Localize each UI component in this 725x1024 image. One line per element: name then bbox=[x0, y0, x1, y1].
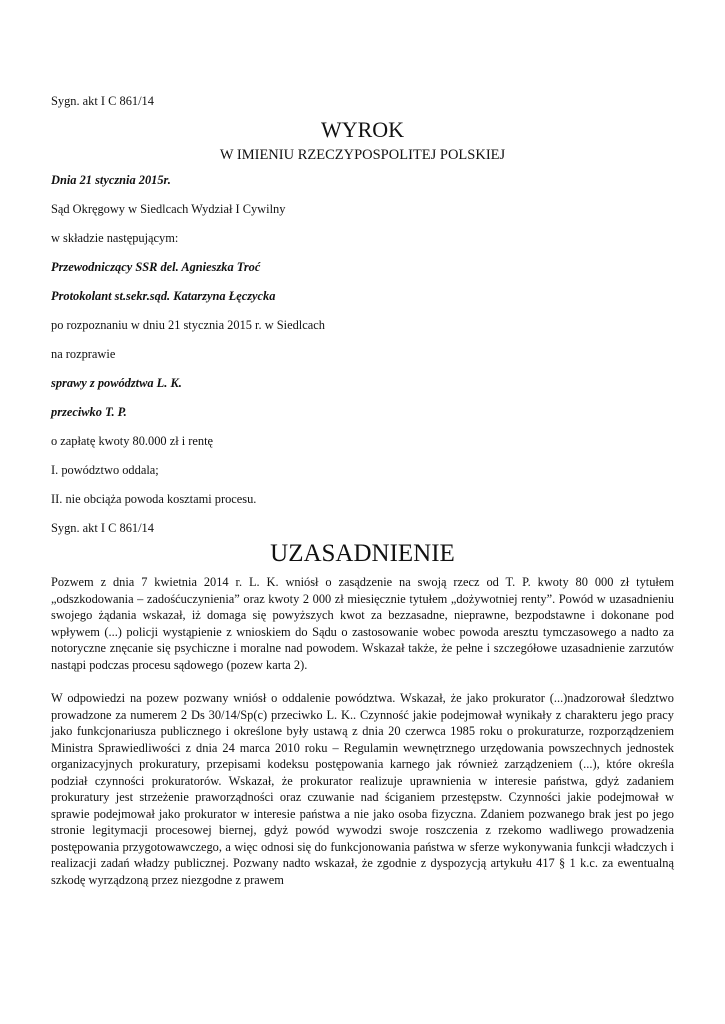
case-plaintiff: sprawy z powództwa L. K. bbox=[51, 376, 182, 390]
ruling-item-1: I. powództwo oddala; bbox=[51, 463, 159, 477]
justification-title: UZASADNIENIE bbox=[270, 540, 455, 567]
justification-paragraph-1: Pozwem z dnia 7 kwietnia 2014 r. L. K. wniósł o zasądzenie na swoją rzecz od T. P. kwoty 80 000 zł tytułem „odszkodowania – zadośćuczynienia” oraz kwoty 2 000 zł miesięcznie tytułem „dożywotniej renty”. Powód w uzasadnieniu swojego żądania wskazał, iż domaga się powyższych kwot za bezzasadne, nieprawne, bezpodstawne i dokonane pod wpływem (...) policji wystąpienie z wnioskiem do Sądu o zastosowanie wobec powoda aresztu tymczasowego a nadto za notoryczne znęcanie się psychiczne i moralne nad powodem. Wskazał także, że pełne i szczegółowe uzasadnienie zarzutów nastąpi podczas procesu sądowego (pozew karta 2). bbox=[51, 575, 674, 672]
case-subject: o zapłatę kwoty 80.000 zł i rentę bbox=[51, 434, 214, 448]
ruling-item-2: II. nie obciąża powoda kosztami procesu. bbox=[51, 492, 257, 506]
court-name: Sąd Okręgowy w Siedlcach Wydział I Cywilny bbox=[51, 202, 286, 216]
case-defendant: przeciwko T. P. bbox=[51, 405, 127, 419]
hearing-info: po rozpoznaniu w dniu 21 stycznia 2015 r. w Siedlcach bbox=[51, 318, 325, 332]
verdict-title: WYROK bbox=[320, 117, 405, 142]
presiding-judge: Przewodniczący SSR del. Agnieszka Troć bbox=[51, 260, 261, 274]
court-composition: w składzie następującym: bbox=[51, 231, 179, 245]
verdict-subtitle: W IMIENIU RZECZYPOSPOLITEJ POLSKIEJ bbox=[219, 147, 506, 163]
justification-paragraph-2: W odpowiedzi na pozew pozwany wniósł o oddalenie powództwa. Wskazał, że jako prokurator (...)nadzorował śledztwo prowadzone za numerem 2 Ds 30/14/Sp(c) przeciwko L. K.. Czynność jakie podejmował wynikały z charakteru jego pracy jako funkcjonariusza publicznego i określone były ustawą z dnia 20 czerwca 1985 roku o prokuraturze, rozporządzeniem Ministra Sprawiedliwości z dnia 24 marca 2010 roku – Regulamin wewnętrznego urzędowania powszechnych jednostek organizacyjnych prokuratury, przepisami kodeksu postępowania karnego jak również zarządzeniem (...), które określa podział czynności prokuratorów. Wskazał, że prokurator realizuje uprawnienia w interesie państwa, gdyż zadaniem prokuratury jest strzeżenie praworządności oraz czuwanie nad ściganiem przestępstw. Czynności jakie podejmował w sprawie podejmował jako prokurator w interesie państwa a nie jako osoba fizyczna. Zdaniem pozwanego brak jest po jego stronie legitymacji procesowej biernej, gdyż powód wywodzi swoje roszczenia z rzekomo wadliwego prowadzenia postępowania przygotowawczego, a więc odnosi się do funkcjonowania państwa w sferze wykonywania funkcji władczych i realizacji zadań władzy publicznej. Pozwany nadto wskazał, że zgodnie z dyspozycją artykułu 417 § 1 k.c. za ewentualną szkodę wyrządzoną przez niezgodne z prawem bbox=[51, 691, 674, 887]
session-type: na rozprawie bbox=[51, 347, 116, 361]
justification-case-number: Sygn. akt I C 861/14 bbox=[51, 521, 154, 535]
court-clerk: Protokolant st.sekr.sąd. Katarzyna Łęczycka bbox=[51, 289, 276, 303]
case-number: Sygn. akt I C 861/14 bbox=[51, 94, 154, 108]
verdict-date: Dnia 21 stycznia 2015r. bbox=[51, 173, 171, 187]
